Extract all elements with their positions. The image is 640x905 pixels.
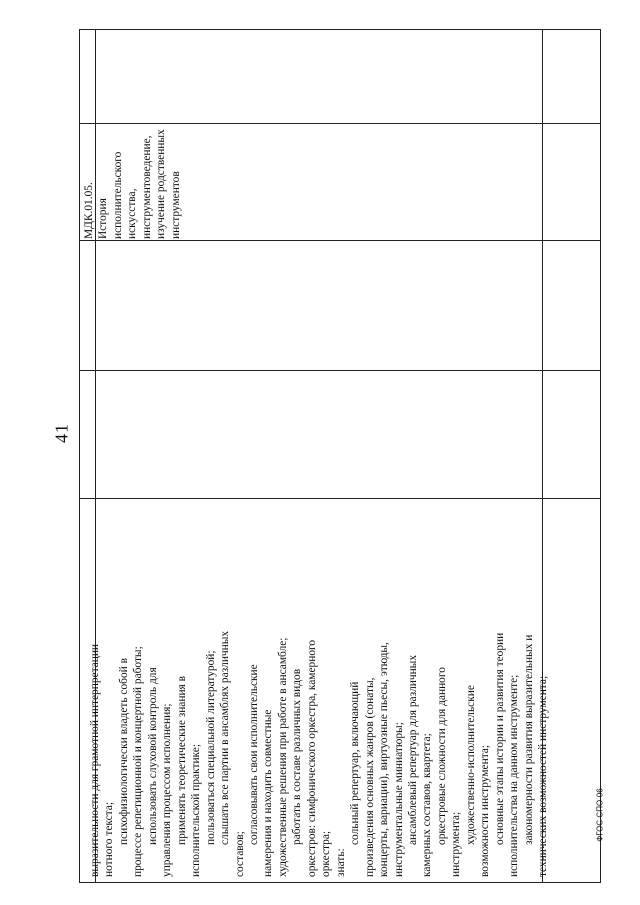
mdk-cell (80, 121, 206, 241)
skill-line: сольный репертуар, включающий (349, 681, 362, 845)
skill-line: ансамблевый репертуар для различных (406, 654, 419, 845)
skill-line: художественно-исполнительские (464, 685, 477, 845)
skill-line: художественные решения при работе в ансамбле; (276, 637, 289, 877)
page-number: 41 (51, 423, 72, 443)
skill-line: закономерности развития выразительных и (522, 634, 535, 845)
skill-line: психофизиологически владеть собой в (117, 658, 130, 845)
skill-line: применять теоретические знания в (175, 675, 188, 845)
skill-line: процессе репетиционной и концертной работы; (132, 646, 145, 877)
mdk-line: инструментов (169, 171, 182, 239)
skill-line: инструментальные миниатюры; (392, 722, 405, 877)
skill-line: камерных составов, квартета; (421, 733, 434, 877)
skill-line: исполнительской практике; (190, 743, 203, 877)
mdk-line: искусства, (126, 188, 139, 239)
mdk-list (82, 123, 183, 239)
skill-line: согласовывать свои исполнительские (247, 664, 260, 845)
row-divider-middle (79, 370, 601, 371)
skill-line: основные этапы истории и развития теории (493, 632, 506, 845)
skill-line: оркестровые сложности для данного (435, 667, 448, 845)
skill-line: возможности инструмента; (479, 744, 492, 877)
skill-line: концерты, вариации), виртуозные пьесы, этюды, (378, 642, 391, 877)
skill-line: оркестра; (320, 830, 333, 877)
skill-line: намерения и находить совместные (262, 709, 275, 877)
skills-list (88, 505, 551, 877)
row-divider-lower (79, 498, 601, 499)
skill-line: оркестров: симфонического оркестра, камерного (305, 639, 318, 877)
mdk-line: изучение родственных (155, 129, 168, 239)
skill-line: выразительности для грамотной интерпретации (89, 643, 101, 877)
skill-line: нотного текста; (103, 801, 116, 877)
mdk-line: инструментоведение, (140, 135, 153, 239)
footer-code: ФГОС СПО-06 (595, 788, 605, 842)
skill-line: составов; (233, 831, 246, 877)
skill-line: работать в составе различных видов (291, 668, 304, 845)
skills-knowledge-cell (86, 501, 550, 881)
skill-line: управления процессом исполнения; (161, 703, 174, 877)
mdk-line: История (97, 198, 110, 239)
skill-line: технических возможностей инструмента; (537, 675, 550, 877)
skill-line: слышать все партии в ансамблях различных (219, 630, 232, 845)
skill-line: знать: (334, 848, 347, 877)
mdk-line: исполнительского (111, 151, 124, 239)
skill-line: исполнительства на данном инструменте; (508, 674, 521, 877)
skill-line: инструмента; (450, 811, 463, 877)
skill-line: произведения основных жанров (сонаты, (363, 677, 376, 877)
skill-line: пользоваться специальной литературой; (204, 650, 217, 845)
skill-line: использовать слуховой контроль для (146, 667, 159, 845)
mdk-line: МДК.01.05. (83, 182, 95, 239)
